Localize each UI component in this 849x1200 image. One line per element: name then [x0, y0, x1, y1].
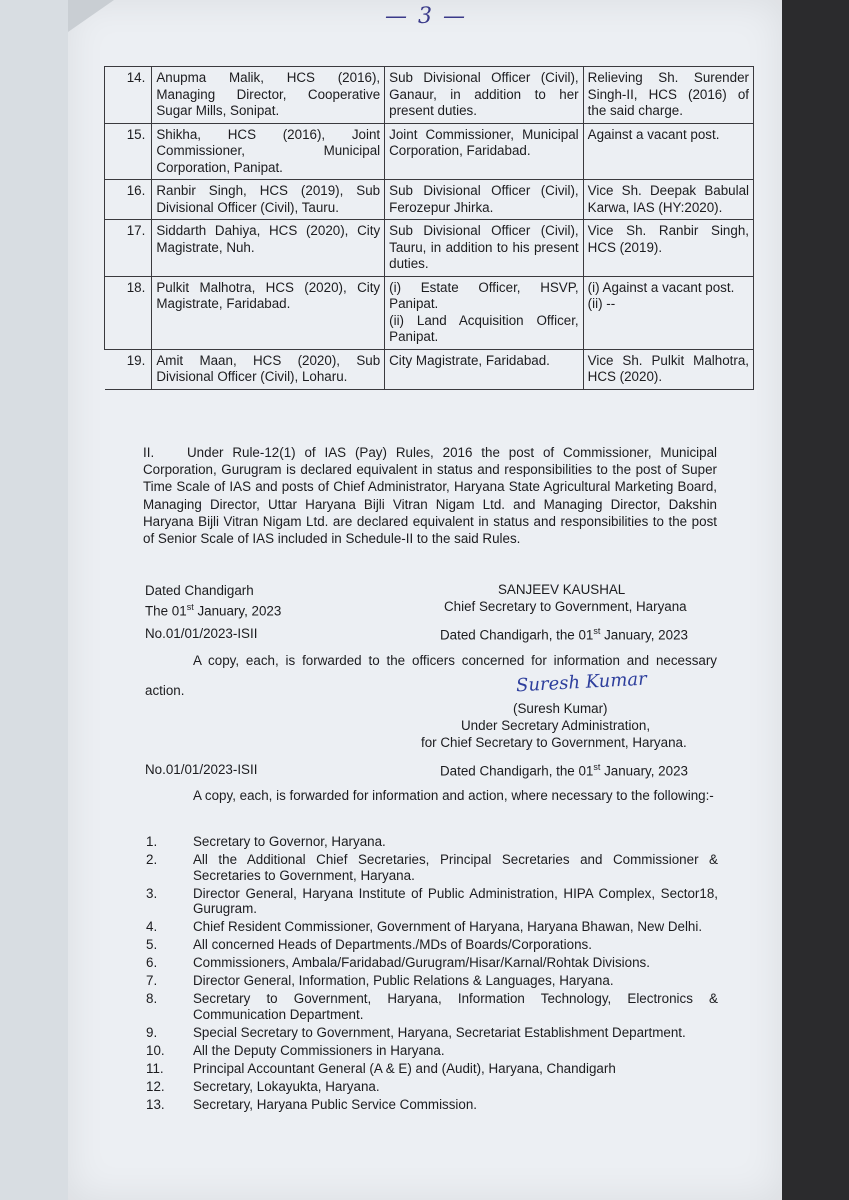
- postings-table: [104, 66, 754, 390]
- list-item: [146, 919, 718, 935]
- table-row: [105, 349, 754, 389]
- page-number: — 3 —: [385, 4, 467, 29]
- list-text: Secretary, Haryana Public Service Commission.: [193, 1096, 478, 1112]
- list-item: [146, 991, 718, 1022]
- list-number: 1.: [146, 834, 158, 849]
- posted-as-line: (i) Estate Officer, HSVP, Panipat.: [389, 279, 579, 311]
- list-number: 8.: [146, 991, 158, 1006]
- list-number: 11.: [146, 1060, 164, 1076]
- list-text: Special Secretary to Government, Haryana, Secretariat Establishment Department.: [193, 1024, 686, 1040]
- posted-as-cell: Sub Divisional Officer (Civil), Ferozepur Jhirka.: [385, 180, 584, 220]
- officer-cell: Ranbir Singh, HCS (2019), Sub Divisional Officer (Civil), Tauru.: [152, 180, 385, 220]
- endorsement-date: [440, 759, 688, 779]
- date-suffix: st: [593, 626, 601, 636]
- list-item: [146, 1043, 718, 1059]
- list-text: Chief Resident Commissioner, Government of Haryana, Haryana Bhawan, New Delhi.: [193, 919, 703, 934]
- list-item: [146, 1097, 718, 1113]
- remarks-cell: Vice Sh. Pulkit Malhotra, HCS (2020).: [583, 349, 753, 389]
- remarks-cell: Vice Sh. Deepak Babulal Karwa, IAS (HY:2020).: [583, 180, 753, 220]
- list-text: Director General, Information, Public Relations & Languages, Haryana.: [193, 973, 614, 988]
- date-text: Dated Chandigarh, the 01: [440, 763, 594, 779]
- serial-number: 16.: [105, 180, 152, 220]
- list-text: All the Deputy Commissioners in Haryana.: [193, 1042, 445, 1058]
- signature: Suresh Kumar: [515, 668, 648, 697]
- posted-as-cell: [385, 276, 584, 349]
- undersecretary-title-2: for Chief Secretary to Government, Haryana.: [421, 735, 687, 750]
- list-text: All the Additional Chief Secretaries, Principal Secretaries and Commissioner & Secretaries to Government, Haryana.: [193, 852, 718, 883]
- serial-number: 19.: [105, 349, 152, 389]
- list-item: [146, 852, 718, 883]
- serial-number: 14.: [105, 67, 152, 124]
- list-item: [146, 955, 718, 971]
- list-text: Principal Accountant General (A & E) and (Audit), Haryana, Chandigarh: [193, 1060, 616, 1076]
- undersecretary-name: (Suresh Kumar): [513, 701, 608, 716]
- list-number: 10.: [146, 1042, 165, 1058]
- date-text: January, 2023: [600, 763, 688, 779]
- list-item: [146, 1061, 718, 1077]
- list-number: 3.: [146, 885, 158, 901]
- dated-date: [145, 599, 281, 619]
- list-item: [146, 1079, 718, 1095]
- list-number: 6.: [146, 955, 158, 970]
- remarks-line: (i) Against a vacant post.: [587, 279, 735, 295]
- date-text: January, 2023: [600, 627, 688, 643]
- signatory-name: SANJEEV KAUSHAL: [498, 582, 626, 597]
- posted-as-cell: Sub Divisional Officer (Civil), Ganaur, in addition to her present duties.: [385, 67, 584, 124]
- list-item: [146, 1025, 718, 1041]
- date-suffix: st: [186, 602, 194, 612]
- list-number: 2.: [146, 852, 158, 867]
- paragraph-number: II.: [143, 445, 155, 460]
- list-text: Secretary to Government, Haryana, Information Technology, Electronics & Communication Department.: [193, 991, 718, 1022]
- scan-background: [0, 0, 68, 1200]
- remarks-cell: Relieving Sh. Surender Singh-II, HCS (2016) of the said charge.: [583, 67, 753, 124]
- remarks-cell: Against a vacant post.: [583, 123, 753, 180]
- list-text: Commissioners, Ambala/Faridabad/Gurugram/Hisar/Karnal/Rohtak Divisions.: [193, 955, 650, 970]
- table-row: [105, 220, 754, 277]
- officer-cell: Anupma Malik, HCS (2016), Managing Director, Cooperative Sugar Mills, Sonipat.: [152, 67, 385, 124]
- list-number: 7.: [146, 973, 158, 988]
- officer-cell: Amit Maan, HCS (2020), Sub Divisional Officer (Civil), Loharu.: [152, 349, 385, 389]
- signatory-title: Chief Secretary to Government, Haryana: [444, 599, 687, 614]
- list-text: All concerned Heads of Departments./MDs of Boards/Corporations.: [193, 937, 592, 952]
- list-number: 9.: [146, 1024, 158, 1040]
- distribution-list: [146, 834, 718, 1115]
- date-suffix: st: [593, 762, 601, 772]
- table-row: [105, 67, 754, 124]
- serial-number: 15.: [105, 123, 152, 180]
- remarks-cell: Vice Sh. Ranbir Singh, HCS (2019).: [583, 220, 753, 277]
- table-row: [105, 276, 754, 349]
- list-number: 12.: [146, 1078, 165, 1094]
- endorsement-text: A copy, each, is forwarded to the officers concerned for information and necessary action.: [145, 653, 717, 698]
- paragraph-text: Under Rule-12(1) of IAS (Pay) Rules, 2016 the post of Commissioner, Municipal Corporation, Gurugram is declared equivalent in status and responsibilities to the post of Super Time Scale of IAS and posts of Chief Administrator, Haryana State Agricultural Marketing Board, Managing Director, Uttar Haryana Bijli Vitran Nigam Ltd. and Managing Director, Dakshin Haryana Bijli Vitran Nigam Ltd. are declared equivalent in status and responsibilities to the post of Senior Scale of IAS included in Schedule-II to the said Rules.: [143, 445, 717, 547]
- posted-as-line: (ii) Land Acquisition Officer, Panipat.: [389, 312, 579, 344]
- list-text: Director General, Haryana Institute of Public Administration, HIPA Complex, Sector18, Gurugram.: [193, 885, 718, 916]
- endorsement-text: A copy, each, is forwarded for information and action, where necessary to the following:-: [193, 788, 714, 803]
- posted-as-cell: Sub Divisional Officer (Civil), Tauru, in addition to his present duties.: [385, 220, 584, 277]
- list-number: 5.: [146, 937, 158, 952]
- table-row: [105, 180, 754, 220]
- posted-as-cell: Joint Commissioner, Municipal Corporation, Faridabad.: [385, 123, 584, 180]
- list-item: [146, 834, 718, 850]
- list-item: [146, 886, 718, 917]
- date-text: January, 2023: [193, 603, 282, 619]
- table-row: [105, 123, 754, 180]
- list-number: 13.: [146, 1096, 165, 1112]
- list-text: Secretary, Lokayukta, Haryana.: [193, 1078, 380, 1094]
- list-number: 4.: [146, 919, 158, 934]
- list-item: [146, 973, 718, 989]
- officer-cell: Pulkit Malhotra, HCS (2020), City Magistrate, Faridabad.: [152, 276, 385, 349]
- posted-as-cell: City Magistrate, Faridabad.: [385, 349, 584, 389]
- list-text: Secretary to Governor, Haryana.: [193, 834, 386, 849]
- list-item: [146, 937, 718, 953]
- serial-number: 17.: [105, 220, 152, 277]
- endorsement-number: No.01/01/2023-ISII: [145, 626, 258, 641]
- date-text: Dated Chandigarh, the 01: [440, 627, 594, 643]
- officer-cell: Shikha, HCS (2016), Joint Commissioner, Municipal Corporation, Panipat.: [152, 123, 385, 180]
- remarks-line: (ii) --: [587, 296, 616, 311]
- endorsement-number: No.01/01/2023-ISII: [145, 762, 258, 777]
- paragraph-ii: [143, 444, 717, 547]
- endorsement-date: [440, 623, 688, 643]
- dated-place: Dated Chandigarh: [145, 583, 254, 598]
- date-text: The 01: [145, 603, 187, 619]
- undersecretary-title: Under Secretary Administration,: [461, 718, 651, 733]
- officer-cell: Siddarth Dahiya, HCS (2020), City Magistrate, Nuh.: [152, 220, 385, 277]
- serial-number: 18.: [105, 276, 152, 349]
- remarks-cell: [583, 276, 753, 349]
